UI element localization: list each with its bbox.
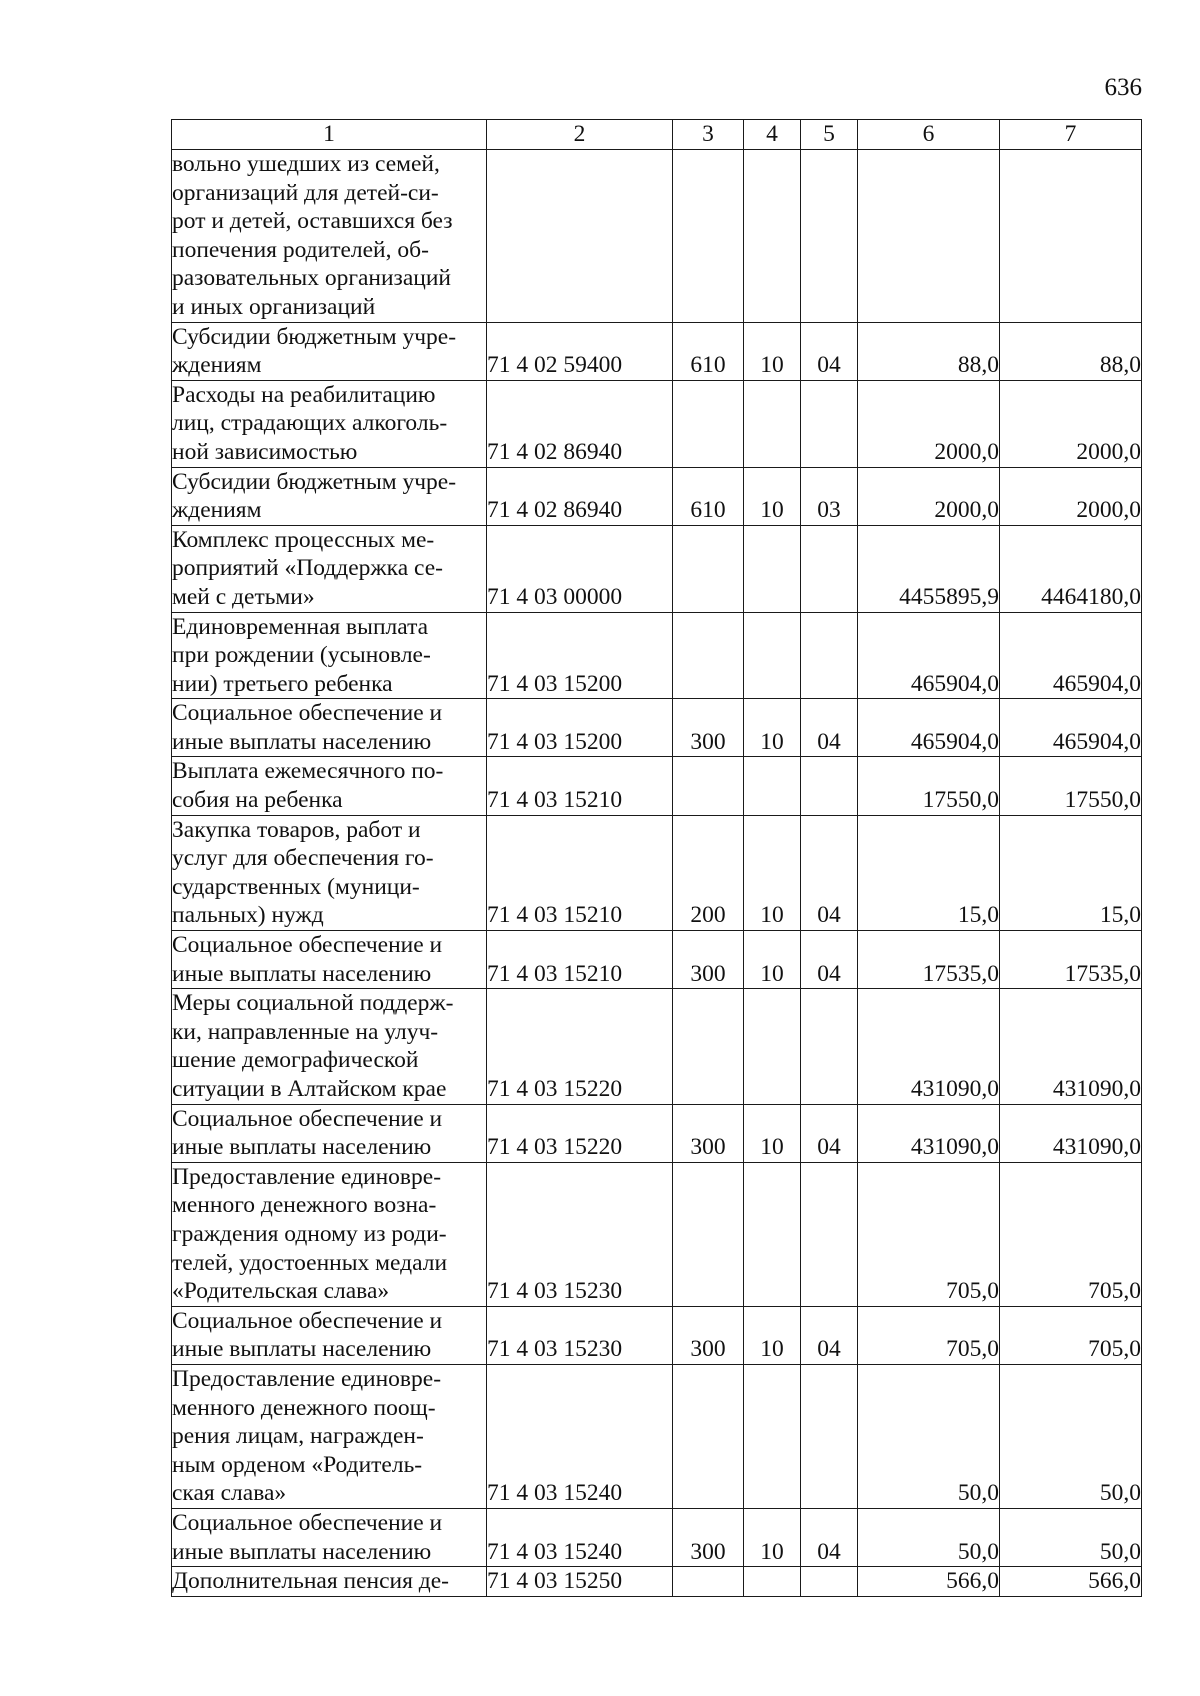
row-code-cell: 71 4 03 15210 (487, 815, 673, 930)
row-section-cell: 10 (744, 815, 801, 930)
row-section-cell (744, 612, 801, 699)
row-description-cell (172, 1508, 487, 1566)
row-amount-col6-cell: 50,0 (858, 1508, 1000, 1566)
row-amount-col7-cell: 15,0 (1000, 815, 1142, 930)
budget-table (171, 119, 1142, 1597)
row-amount-col7-cell: 50,0 (1000, 1364, 1142, 1508)
column-header: 1 (172, 120, 487, 150)
row-description: Единовременная выплата при рождении (усыновле- нии) третьего ребенка (172, 613, 431, 697)
row-amount-col7-cell: 2000,0 (1000, 380, 1142, 467)
row-section-cell: 10 (744, 322, 801, 380)
row-description: Расходы на реабилитацию лиц, страдающих алкоголь- ной зависимостью (172, 381, 448, 465)
table-row (172, 1306, 1142, 1364)
row-description-cell (172, 322, 487, 380)
row-description: Социальное обеспечение и иные выплаты населению (172, 1307, 443, 1363)
row-subsection-cell: 04 (801, 699, 858, 757)
row-subsection-cell: 04 (801, 1104, 858, 1162)
row-subsection-cell (801, 525, 858, 612)
column-header: 2 (487, 120, 673, 150)
row-expense-type-cell (673, 612, 744, 699)
table-row (172, 612, 1142, 699)
row-description-cell (172, 525, 487, 612)
row-section-cell (744, 380, 801, 467)
row-expense-type-cell (673, 380, 744, 467)
row-section-cell: 10 (744, 467, 801, 525)
row-description: Субсидии бюджетным учре- ждениям (172, 323, 457, 379)
row-amount-col6-cell: 566,0 (858, 1567, 1000, 1597)
table-row (172, 150, 1142, 323)
row-description: Меры социальной поддерж- ки, направленные на улуч- шение демографической ситуации в Алтайском крае (172, 990, 454, 1102)
table-row (172, 815, 1142, 930)
row-description-cell (172, 150, 487, 323)
row-expense-type-cell: 300 (673, 699, 744, 757)
row-description-cell (172, 1364, 487, 1508)
row-section-cell: 10 (744, 1508, 801, 1566)
row-subsection-cell (801, 612, 858, 699)
row-description-cell (172, 989, 487, 1104)
row-subsection-cell (801, 1162, 858, 1306)
row-code-cell: 71 4 03 15230 (487, 1162, 673, 1306)
row-code-cell: 71 4 03 15220 (487, 989, 673, 1104)
row-expense-type-cell (673, 1162, 744, 1306)
table-row (172, 757, 1142, 815)
row-subsection-cell: 04 (801, 322, 858, 380)
table-row (172, 322, 1142, 380)
row-description-cell (172, 1567, 487, 1597)
row-subsection-cell (801, 989, 858, 1104)
row-expense-type-cell: 300 (673, 1104, 744, 1162)
row-expense-type-cell: 300 (673, 1306, 744, 1364)
row-description: Выплата ежемесячного по- собия на ребенка (172, 758, 444, 814)
row-section-cell (744, 989, 801, 1104)
row-amount-col7-cell: 50,0 (1000, 1508, 1142, 1566)
row-code-cell: 71 4 03 00000 (487, 525, 673, 612)
row-amount-col6-cell (858, 150, 1000, 323)
row-amount-col7-cell: 465904,0 (1000, 612, 1142, 699)
row-amount-col6-cell: 2000,0 (858, 380, 1000, 467)
table-row (172, 1508, 1142, 1566)
row-code-cell: 71 4 03 15240 (487, 1364, 673, 1508)
row-description-cell (172, 1162, 487, 1306)
column-header: 4 (744, 120, 801, 150)
row-amount-col6-cell: 15,0 (858, 815, 1000, 930)
row-code-cell: 71 4 03 15220 (487, 1104, 673, 1162)
row-code-cell: 71 4 02 86940 (487, 467, 673, 525)
row-description-cell (172, 380, 487, 467)
row-section-cell (744, 757, 801, 815)
table-row (172, 989, 1142, 1104)
row-section-cell (744, 1162, 801, 1306)
column-header: 3 (673, 120, 744, 150)
header-row (172, 120, 1142, 150)
row-expense-type-cell (673, 150, 744, 323)
row-description: Социальное обеспечение и иные выплаты населению (172, 932, 443, 987)
row-section-cell (744, 1364, 801, 1508)
table-row (172, 1364, 1142, 1508)
row-amount-col6-cell: 431090,0 (858, 1104, 1000, 1162)
table-row (172, 931, 1142, 989)
table-row (172, 525, 1142, 612)
row-amount-col6-cell: 465904,0 (858, 699, 1000, 757)
row-description-cell (172, 467, 487, 525)
row-description-cell (172, 1306, 487, 1364)
row-subsection-cell (801, 757, 858, 815)
row-subsection-cell (801, 150, 858, 323)
column-header: 5 (801, 120, 858, 150)
row-amount-col6-cell: 705,0 (858, 1162, 1000, 1306)
row-amount-col7-cell: 88,0 (1000, 322, 1142, 380)
table-row (172, 380, 1142, 467)
row-section-cell (744, 1567, 801, 1597)
row-subsection-cell: 03 (801, 467, 858, 525)
row-expense-type-cell (673, 757, 744, 815)
row-description: Субсидии бюджетным учре- ждениям (172, 468, 457, 524)
row-description: Дополнительная пенсия де- (172, 1568, 449, 1595)
row-expense-type-cell (673, 525, 744, 612)
row-amount-col7-cell: 17535,0 (1000, 931, 1142, 989)
row-amount-col7-cell: 566,0 (1000, 1567, 1142, 1597)
row-subsection-cell: 04 (801, 1306, 858, 1364)
row-subsection-cell (801, 1567, 858, 1597)
row-description-cell (172, 931, 487, 989)
column-header: 7 (1000, 120, 1142, 150)
row-section-cell (744, 525, 801, 612)
row-amount-col7-cell: 705,0 (1000, 1306, 1142, 1364)
row-code-cell: 71 4 02 86940 (487, 380, 673, 467)
row-amount-col7-cell: 705,0 (1000, 1162, 1142, 1306)
row-expense-type-cell: 300 (673, 931, 744, 989)
row-amount-col6-cell: 4455895,9 (858, 525, 1000, 612)
row-amount-col7-cell: 2000,0 (1000, 467, 1142, 525)
row-description-cell (172, 757, 487, 815)
table-row (172, 467, 1142, 525)
row-description-cell (172, 699, 487, 757)
row-description: Социальное обеспечение и иные выплаты населению (172, 1105, 443, 1161)
row-code-cell: 71 4 03 15200 (487, 612, 673, 699)
row-section-cell: 10 (744, 931, 801, 989)
column-header: 6 (858, 120, 1000, 150)
row-amount-col7-cell: 4464180,0 (1000, 525, 1142, 612)
page-number: 636 (1104, 74, 1142, 101)
row-subsection-cell: 04 (801, 815, 858, 930)
row-amount-col6-cell: 17535,0 (858, 931, 1000, 989)
row-amount-col7-cell (1000, 150, 1142, 323)
row-section-cell: 10 (744, 1104, 801, 1162)
row-description: вольно ушедших из семей, организаций для детей-си- рот и детей, оставшихся без попечения родителей, об- разовательных организаций и иных организаций (172, 151, 453, 320)
row-description: Социальное обеспечение и иные выплаты населению (172, 1509, 443, 1565)
table-body (172, 150, 1142, 1597)
row-expense-type-cell: 610 (673, 322, 744, 380)
row-description-cell (172, 612, 487, 699)
row-expense-type-cell: 300 (673, 1508, 744, 1566)
row-section-cell (744, 150, 801, 323)
row-expense-type-cell (673, 1364, 744, 1508)
row-subsection-cell (801, 1364, 858, 1508)
row-description-cell (172, 815, 487, 930)
row-amount-col6-cell: 2000,0 (858, 467, 1000, 525)
table-row (172, 1104, 1142, 1162)
table-row (172, 1567, 1142, 1597)
row-code-cell: 71 4 03 15200 (487, 699, 673, 757)
row-code-cell: 71 4 03 15250 (487, 1567, 673, 1597)
row-amount-col7-cell: 17550,0 (1000, 757, 1142, 815)
row-amount-col6-cell: 50,0 (858, 1364, 1000, 1508)
row-code-cell: 71 4 02 59400 (487, 322, 673, 380)
row-code-cell: 71 4 03 15210 (487, 931, 673, 989)
row-description: Комплекс процессных ме- роприятий «Поддержка се- мей с детьми» (172, 526, 443, 610)
row-amount-col7-cell: 431090,0 (1000, 989, 1142, 1104)
row-expense-type-cell: 610 (673, 467, 744, 525)
row-amount-col6-cell: 88,0 (858, 322, 1000, 380)
table-row (172, 1162, 1142, 1306)
row-description-cell (172, 1104, 487, 1162)
row-amount-col7-cell: 431090,0 (1000, 1104, 1142, 1162)
row-description: Предоставление единовре- менного денежного поощ- рения лицам, награжден- ным орденом «Родитель- ская слава» (172, 1365, 442, 1507)
row-description: Закупка товаров, работ и услуг для обеспечения го- сударственных (муници- пальных) нужд (172, 816, 434, 929)
row-amount-col6-cell: 431090,0 (858, 989, 1000, 1104)
row-subsection-cell: 04 (801, 931, 858, 989)
row-description: Социальное обеспечение и иные выплаты населению (172, 700, 443, 755)
row-amount-col7-cell: 465904,0 (1000, 699, 1142, 757)
row-subsection-cell: 04 (801, 1508, 858, 1566)
row-amount-col6-cell: 465904,0 (858, 612, 1000, 699)
row-amount-col6-cell: 705,0 (858, 1306, 1000, 1364)
row-amount-col6-cell: 17550,0 (858, 757, 1000, 815)
row-expense-type-cell (673, 1567, 744, 1597)
row-section-cell: 10 (744, 1306, 801, 1364)
row-expense-type-cell (673, 989, 744, 1104)
row-section-cell: 10 (744, 699, 801, 757)
row-subsection-cell (801, 380, 858, 467)
row-code-cell: 71 4 03 15210 (487, 757, 673, 815)
row-description: Предоставление единовре- менного денежного возна- граждения одному из роди- телей, удостоенных медали «Родительская слава» (172, 1163, 448, 1305)
row-code-cell: 71 4 03 15230 (487, 1306, 673, 1364)
table-row (172, 699, 1142, 757)
row-code-cell (487, 150, 673, 323)
row-code-cell: 71 4 03 15240 (487, 1508, 673, 1566)
row-expense-type-cell: 200 (673, 815, 744, 930)
